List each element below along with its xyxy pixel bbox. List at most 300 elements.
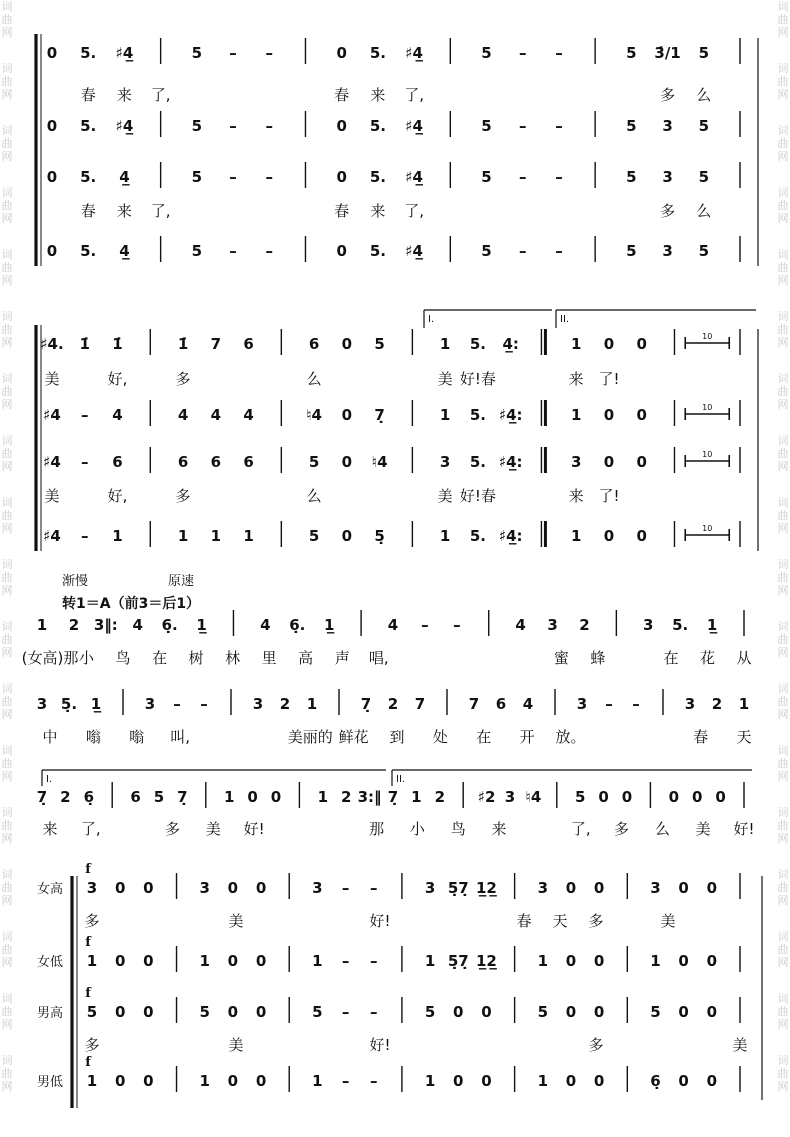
watermark-group bbox=[0, 62, 14, 124]
final-part6-note: 0 bbox=[678, 1072, 689, 1090]
final-part1-note: 0 bbox=[593, 879, 605, 897]
final-part3-note: 1 bbox=[199, 952, 210, 970]
watermark-char: 曲 bbox=[777, 261, 789, 274]
sys2-row4-note: 6 bbox=[243, 453, 254, 471]
solo-line3-note: 3 bbox=[576, 695, 588, 713]
watermark-char: 词 bbox=[777, 62, 789, 75]
volta-label: I. bbox=[428, 314, 435, 325]
watermark-char: 曲 bbox=[777, 199, 789, 212]
solo-line5-note: 1 bbox=[223, 788, 235, 806]
watermark-char: 曲 bbox=[1, 385, 13, 398]
final-part6-note: 6̣ bbox=[650, 1072, 661, 1090]
sys2-row3-multirest-count: 10 bbox=[702, 403, 713, 412]
sys1-row1-note: ♯4̲ bbox=[115, 44, 134, 62]
solo-line4-lyric: 美丽的 bbox=[287, 728, 333, 746]
sys2-row3-note: 1 bbox=[439, 406, 451, 424]
sys1-row6-note: 5 bbox=[191, 242, 203, 260]
solo-line2-lyric: 高 bbox=[298, 649, 314, 667]
watermark-char: 曲 bbox=[777, 757, 789, 770]
sys1-row4-note: 5 bbox=[698, 168, 710, 186]
solo-line4-lyric: 到 bbox=[389, 728, 405, 746]
sys1-row5-lyric: 了, bbox=[150, 202, 171, 220]
final-part4-note: 0 bbox=[593, 1003, 605, 1021]
solo-line4-lyric: 叫, bbox=[170, 728, 191, 746]
sys2-row1-note: 1̇ bbox=[112, 335, 123, 353]
sys1-row3-note: 0 bbox=[46, 117, 58, 135]
watermark-char: 网 bbox=[777, 398, 789, 411]
key-change: 转1＝A（前3＝后1） bbox=[62, 596, 201, 612]
watermark-char: 网 bbox=[777, 956, 789, 969]
watermark-char: 曲 bbox=[1, 757, 13, 770]
sys1-row2-lyric: 了, bbox=[404, 86, 424, 104]
final-part3-note: 1 bbox=[312, 952, 323, 970]
final-part4-note: 5 bbox=[199, 1003, 210, 1021]
solo-line5-note: 0 bbox=[247, 788, 258, 806]
watermark-char: 曲 bbox=[1, 509, 13, 522]
watermark-char: 词 bbox=[1, 744, 13, 757]
solo-line4-lyric: 鲜花 bbox=[338, 728, 369, 746]
watermark-char: 曲 bbox=[1, 695, 13, 708]
solo-line1-note: 4 bbox=[387, 616, 399, 634]
solo-line6-lyric: 多 bbox=[164, 820, 180, 838]
solo-line4-lyric: 嗡 bbox=[129, 728, 145, 746]
watermark-group bbox=[776, 124, 790, 186]
sys2-row4-note: 6 bbox=[112, 453, 123, 471]
watermark-char: 词 bbox=[777, 682, 789, 695]
watermark-char: 曲 bbox=[777, 1067, 789, 1080]
sys2-row3-note: ♯4̲: bbox=[498, 406, 523, 424]
final-part2-lyric: 多 bbox=[588, 912, 604, 930]
sys2-row1-note: 0 bbox=[636, 335, 647, 353]
sys1-row4-note: 0 bbox=[336, 168, 347, 186]
sys2-row1-note: 5. bbox=[469, 335, 486, 353]
watermark-char: 词 bbox=[1, 868, 13, 881]
watermark-char: 网 bbox=[1, 88, 13, 101]
final-part3-note: 1̲2̲ bbox=[475, 952, 497, 970]
final-part5-lyric: 多 bbox=[84, 1036, 100, 1054]
watermark-char: 网 bbox=[777, 460, 789, 473]
solo-line3-note: 3 bbox=[36, 695, 48, 713]
sys2-row1-note: 0 bbox=[603, 335, 615, 353]
sys2-row6-note: 0 bbox=[636, 527, 647, 545]
watermark-char: 网 bbox=[1, 150, 13, 163]
sys2-row2-lyric: 好, bbox=[107, 370, 128, 388]
sys1-row1-note: 3̇/1 bbox=[654, 44, 681, 62]
sys2-row3-note: 4 bbox=[177, 406, 189, 424]
sys2-row1-note: 1̇ bbox=[79, 335, 90, 353]
sys1-row2-lyric: 春 bbox=[334, 86, 350, 104]
volta-label: II. bbox=[396, 774, 406, 785]
sys1-row1-note: 5 bbox=[626, 44, 637, 62]
watermark-group bbox=[776, 372, 790, 434]
sys2-row2-lyric: 了! bbox=[598, 370, 620, 388]
solo-line3-note: 3 bbox=[144, 695, 156, 713]
sys2-row6-note: 5. bbox=[469, 527, 486, 545]
sys2-row3-note: 5. bbox=[469, 406, 486, 424]
watermark-char: 网 bbox=[777, 212, 789, 225]
watermark-char: 词 bbox=[777, 0, 789, 13]
solo-line6-lyric: 美 bbox=[205, 820, 221, 838]
sys2-row2-lyric: 多 bbox=[175, 370, 191, 388]
watermark-char: 曲 bbox=[1, 1005, 13, 1018]
watermark-char: 词 bbox=[1, 186, 13, 199]
final-part1-note: – bbox=[369, 879, 378, 897]
sys2-row6-note: 1 bbox=[210, 527, 222, 545]
solo-line3-note: 1̲ bbox=[90, 695, 102, 713]
watermark-char: 曲 bbox=[777, 881, 789, 894]
sys2-row4-note: – bbox=[81, 453, 89, 471]
solo-line6-lyric: 好! bbox=[243, 820, 265, 838]
sys1-row3-note: 5. bbox=[80, 117, 97, 135]
solo-line1-note: 6̣. bbox=[161, 616, 178, 634]
watermark-char: 网 bbox=[1, 708, 13, 721]
sys2-row1-note: 6 bbox=[243, 335, 254, 353]
sys1-row4-note: 4̲ bbox=[119, 168, 130, 186]
sys1-row5-lyric: 春 bbox=[80, 202, 96, 220]
final-part1-note: 3 bbox=[650, 879, 661, 897]
sys1-row6-note: 5 bbox=[626, 242, 637, 260]
sys1-row1-note: 5 bbox=[481, 44, 492, 62]
solo-line3-note: – bbox=[632, 695, 640, 713]
watermark-char: 词 bbox=[1, 558, 13, 571]
sys2-row5-lyric: 多 bbox=[175, 487, 191, 505]
final-part4-note: 5 bbox=[537, 1003, 549, 1021]
solo-line3-note: 2 bbox=[387, 695, 399, 713]
solo-line1-note: 4 bbox=[132, 616, 143, 634]
solo-line4-lyric: 放。 bbox=[555, 728, 586, 746]
watermark-char: 词 bbox=[777, 806, 789, 819]
sys1-row3-note: – bbox=[265, 117, 274, 135]
solo-line6-lyric: 了, bbox=[570, 820, 591, 838]
final-part3-note: 1 bbox=[650, 952, 661, 970]
solo-line2-lyric: 在 bbox=[663, 649, 679, 667]
sys1-row6-note: 4̲ bbox=[119, 242, 130, 260]
sys2-row1-note: ♯4. bbox=[40, 335, 64, 353]
final-part3-note: 1 bbox=[537, 952, 549, 970]
sys1-row3-note: 5. bbox=[369, 117, 386, 135]
final-part3-note: 0 bbox=[143, 952, 154, 970]
final-part4-note: 5 bbox=[424, 1003, 436, 1021]
tempo-original: 原速 bbox=[168, 574, 195, 589]
watermark-group bbox=[776, 620, 790, 682]
final-part2-lyric: 多 bbox=[84, 912, 100, 930]
sys2-row3-note: 4 bbox=[243, 406, 254, 424]
solo-line3-note: 1 bbox=[738, 695, 750, 713]
watermark-group bbox=[0, 124, 14, 186]
sys2-row1-note: 4̲: bbox=[502, 335, 519, 353]
sys2-row3-note: 1 bbox=[570, 406, 582, 424]
sys1-row1-note: 0 bbox=[336, 44, 347, 62]
watermark-char: 曲 bbox=[1, 1067, 13, 1080]
sys2-row3-note: 7̣ bbox=[374, 406, 385, 424]
sys1-row4-note: 3 bbox=[662, 168, 673, 186]
sys1-row1-note: – bbox=[229, 44, 237, 62]
watermark-left bbox=[0, 0, 14, 1116]
sys2-row2-lyric: 好!春 bbox=[459, 370, 496, 388]
watermark-char: 网 bbox=[1, 212, 13, 225]
solo-line1-note: – bbox=[421, 616, 429, 634]
final-part6-note: 1 bbox=[537, 1072, 549, 1090]
tempo-slow: 渐慢 bbox=[62, 574, 89, 589]
final-part4-note: 0 bbox=[114, 1003, 126, 1021]
sys2-row1-note: 6 bbox=[308, 335, 320, 353]
sys2-row2-lyric: 美 bbox=[437, 370, 453, 388]
sys1-row4-note: ♯4̲ bbox=[405, 168, 423, 186]
sys2-row4-note: ♯4 bbox=[43, 453, 61, 471]
final-part4-note: – bbox=[369, 1003, 378, 1021]
watermark-group bbox=[0, 992, 14, 1054]
sys1-row3-note: 5 bbox=[698, 117, 710, 135]
final-part4-note: – bbox=[341, 1003, 350, 1021]
final-part6-note: 0 bbox=[114, 1072, 126, 1090]
sys2-row1-note: 1 bbox=[439, 335, 451, 353]
final-part6-note: 1 bbox=[424, 1072, 436, 1090]
watermark-char: 曲 bbox=[1, 323, 13, 336]
watermark-group bbox=[0, 868, 14, 930]
solo-line3-note: 5̣. bbox=[60, 695, 78, 713]
final-part3-note: 0 bbox=[255, 952, 267, 970]
sys1-row1-note: 0 bbox=[46, 44, 58, 62]
sys2-row6-note: 1 bbox=[243, 527, 254, 545]
watermark-char: 网 bbox=[1, 832, 13, 845]
solo-line1-note: 1̲ bbox=[323, 616, 335, 634]
watermark-char: 词 bbox=[777, 558, 789, 571]
sys2-row4-note: 6 bbox=[177, 453, 189, 471]
solo-line2-lyric: 在 bbox=[152, 649, 168, 667]
watermark-char: 曲 bbox=[1, 943, 13, 956]
solo-line1-note: 2 bbox=[579, 616, 590, 634]
sys1-row2-lyric: 春 bbox=[80, 86, 96, 104]
sys1-row6-note: – bbox=[555, 242, 563, 260]
final-part2-lyric: 春 bbox=[516, 912, 532, 930]
watermark-char: 网 bbox=[777, 894, 789, 907]
sys2-row4-note: 3 bbox=[570, 453, 582, 471]
solo-line5-note: 0 bbox=[270, 788, 282, 806]
sys1-row5-lyric: 了, bbox=[404, 202, 424, 220]
final-part6-note: 0 bbox=[453, 1072, 464, 1090]
final-part6-note: 1 bbox=[86, 1072, 98, 1090]
sys1-row4-note: 5 bbox=[626, 168, 637, 186]
watermark-char: 词 bbox=[1, 682, 13, 695]
final-part4-note: 0 bbox=[453, 1003, 464, 1021]
solo-line6-lyric: 么 bbox=[654, 820, 670, 838]
watermark-char: 网 bbox=[1, 894, 13, 907]
sys2-row6-note: – bbox=[81, 527, 89, 545]
watermark-char: 网 bbox=[1, 956, 13, 969]
sys1-row4-note: – bbox=[555, 168, 563, 186]
solo-line5-note: 0 bbox=[598, 788, 609, 806]
watermark-group bbox=[0, 744, 14, 806]
sys2-row1-note: 1̇ bbox=[177, 335, 189, 353]
final-part1-note: 3 bbox=[86, 879, 98, 897]
solo-line3-note: 6 bbox=[495, 695, 507, 713]
watermark-char: 曲 bbox=[777, 137, 789, 150]
watermark-char: 网 bbox=[777, 522, 789, 535]
solo-line5-note: 2 bbox=[60, 788, 71, 806]
solo-line4-lyric: 开 bbox=[519, 728, 535, 746]
watermark-group bbox=[776, 496, 790, 558]
watermark-char: 曲 bbox=[777, 385, 789, 398]
sys1-row6-note: – bbox=[518, 242, 527, 260]
solo-line6-lyric: 了, bbox=[80, 820, 101, 838]
final-part5-lyric: 好! bbox=[369, 1036, 391, 1054]
watermark-char: 网 bbox=[1, 522, 13, 535]
watermark-right bbox=[776, 0, 790, 1116]
sys1-row6-note: ♯4̲ bbox=[405, 242, 423, 260]
sys1-row5-lyric: 春 bbox=[334, 202, 350, 220]
sys1-row4-note: 5 bbox=[191, 168, 203, 186]
sys2-row6-note: 0 bbox=[603, 527, 615, 545]
sys2-row3-note: ♮4 bbox=[306, 406, 323, 424]
solo-line5-note: 7̣ bbox=[177, 788, 188, 806]
watermark-char: 词 bbox=[1, 248, 13, 261]
solo-line1-note: 1̲ bbox=[196, 616, 207, 634]
watermark-char: 曲 bbox=[1, 447, 13, 460]
watermark-char: 词 bbox=[777, 186, 789, 199]
sys2-row6-note: 1 bbox=[177, 527, 189, 545]
watermark-char: 曲 bbox=[777, 819, 789, 832]
solo-line2-lyric: 声 bbox=[334, 649, 350, 667]
watermark-group bbox=[776, 310, 790, 372]
final-part3-note: – bbox=[369, 952, 378, 970]
solo-line5-note: 7̣ bbox=[36, 788, 48, 806]
sys2-row4-note: 5. bbox=[469, 453, 486, 471]
sys1-row6-note: 0 bbox=[46, 242, 58, 260]
watermark-char: 词 bbox=[777, 1054, 789, 1067]
solo-line4-lyric: 在 bbox=[476, 728, 492, 746]
watermark-char: 网 bbox=[1, 646, 13, 659]
sys1-row6-note: 5 bbox=[481, 242, 492, 260]
sys1-row3-note: 5 bbox=[626, 117, 637, 135]
sys1-row1-note: – bbox=[518, 44, 527, 62]
watermark-char: 网 bbox=[1, 770, 13, 783]
solo-line3-note: – bbox=[173, 695, 181, 713]
watermark-char: 网 bbox=[777, 150, 789, 163]
final-part1-note: 0 bbox=[706, 879, 718, 897]
sys2-row3-note: ♯4 bbox=[43, 406, 61, 424]
sys2-row3-note: – bbox=[81, 406, 89, 424]
solo-line6-lyric: 多 bbox=[614, 820, 630, 838]
final-part6-note: 0 bbox=[255, 1072, 267, 1090]
watermark-char: 网 bbox=[777, 646, 789, 659]
solo-line5-note: ♮4 bbox=[525, 788, 542, 806]
solo-line3-note: 2 bbox=[279, 695, 291, 713]
watermark-group bbox=[0, 558, 14, 620]
volta-label: I. bbox=[46, 774, 53, 785]
sys1-row6-note: 5. bbox=[80, 242, 97, 260]
final-part6-note: – bbox=[369, 1072, 378, 1090]
final-part4-note: 0 bbox=[481, 1003, 492, 1021]
watermark-char: 网 bbox=[777, 1018, 789, 1031]
solo-line1-note: 3 bbox=[547, 616, 558, 634]
watermark-group bbox=[776, 806, 790, 868]
sys1-row5-lyric: 么 bbox=[696, 202, 712, 220]
watermark-group bbox=[0, 620, 14, 682]
final-part3-note: 0 bbox=[678, 952, 689, 970]
watermark-group bbox=[0, 930, 14, 992]
solo-line1-note: 2 bbox=[68, 616, 80, 634]
sys1-row1-note: 5 bbox=[698, 44, 710, 62]
watermark-char: 曲 bbox=[777, 75, 789, 88]
dynamic-mark: f bbox=[85, 935, 91, 950]
final-part5-lyric: 多 bbox=[588, 1036, 604, 1054]
watermark-char: 网 bbox=[1, 274, 13, 287]
solo-line3-note: 4 bbox=[522, 695, 534, 713]
watermark-char: 词 bbox=[1, 992, 13, 1005]
solo-line6-lyric: 来 bbox=[491, 820, 507, 838]
final-part1-note: 3 bbox=[312, 879, 323, 897]
solo-line5-note: 0 bbox=[621, 788, 633, 806]
final-part1-note: 1̲2̲ bbox=[475, 879, 497, 897]
watermark-group bbox=[776, 744, 790, 806]
final-part2-lyric: 好! bbox=[369, 912, 391, 930]
sys2-row3-note: 0 bbox=[603, 406, 615, 424]
part-label: 女高 bbox=[36, 882, 64, 897]
dynamic-mark: f bbox=[85, 862, 91, 877]
solo-line2-lyric: 里 bbox=[261, 649, 277, 667]
solo-line5-note: 1 bbox=[317, 788, 329, 806]
solo-line5-note: 3 bbox=[504, 788, 516, 806]
final-part4-note: 0 bbox=[706, 1003, 718, 1021]
sys2-row2-lyric: 么 bbox=[306, 370, 322, 388]
sys2-row6-note: 0 bbox=[341, 527, 353, 545]
watermark-group bbox=[0, 0, 14, 62]
sys1-row1-note: ♯4̲ bbox=[405, 44, 423, 62]
watermark-char: 曲 bbox=[1, 199, 13, 212]
watermark-char: 词 bbox=[1, 806, 13, 819]
solo-line2-lyric: 树 bbox=[188, 649, 204, 667]
sys1-row3-note: – bbox=[229, 117, 237, 135]
final-part4-note: 5 bbox=[312, 1003, 323, 1021]
final-part4-note: 5 bbox=[86, 1003, 98, 1021]
sys1-row5-lyric: 多 bbox=[660, 202, 676, 220]
watermark-char: 曲 bbox=[777, 13, 789, 26]
watermark-char: 网 bbox=[1, 1080, 13, 1093]
final-part1-note: 0 bbox=[565, 879, 577, 897]
sys1-row4-note: – bbox=[229, 168, 237, 186]
sys2-row3-note: 0 bbox=[636, 406, 647, 424]
sys1-row4-note: 5. bbox=[80, 168, 97, 186]
sys1-row3-note: 0 bbox=[336, 117, 347, 135]
sys1-row6-note: – bbox=[265, 242, 274, 260]
solo-line6-lyric: 鸟 bbox=[450, 820, 466, 838]
watermark-group bbox=[776, 434, 790, 496]
watermark-char: 曲 bbox=[1, 819, 13, 832]
sys1-row2-lyric: 多 bbox=[660, 86, 676, 104]
final-part3-note: – bbox=[341, 952, 350, 970]
sys2-row1-multirest-count: 10 bbox=[702, 332, 713, 341]
sys1-row4-note: – bbox=[518, 168, 527, 186]
dynamic-mark: f bbox=[85, 1055, 91, 1070]
final-part6-note: 0 bbox=[565, 1072, 577, 1090]
watermark-char: 词 bbox=[1, 62, 13, 75]
watermark-group bbox=[776, 558, 790, 620]
solo-line5-note: 6̣ bbox=[83, 788, 95, 806]
watermark-char: 曲 bbox=[777, 571, 789, 584]
sys2-row3-note: 4 bbox=[210, 406, 222, 424]
final-part1-note: 0 bbox=[255, 879, 267, 897]
solo-line6-lyric: 美 bbox=[695, 820, 711, 838]
sys1-row5-lyric: 来 bbox=[370, 202, 386, 220]
watermark-char: 网 bbox=[1, 1018, 13, 1031]
watermark-char: 网 bbox=[777, 1080, 789, 1093]
final-part3-note: 0 bbox=[593, 952, 605, 970]
sys2-row5-lyric: 美 bbox=[44, 487, 60, 505]
watermark-char: 词 bbox=[1, 372, 13, 385]
sys1-row1-note: – bbox=[555, 44, 563, 62]
watermark-char: 网 bbox=[1, 26, 13, 39]
watermark-char: 曲 bbox=[1, 633, 13, 646]
